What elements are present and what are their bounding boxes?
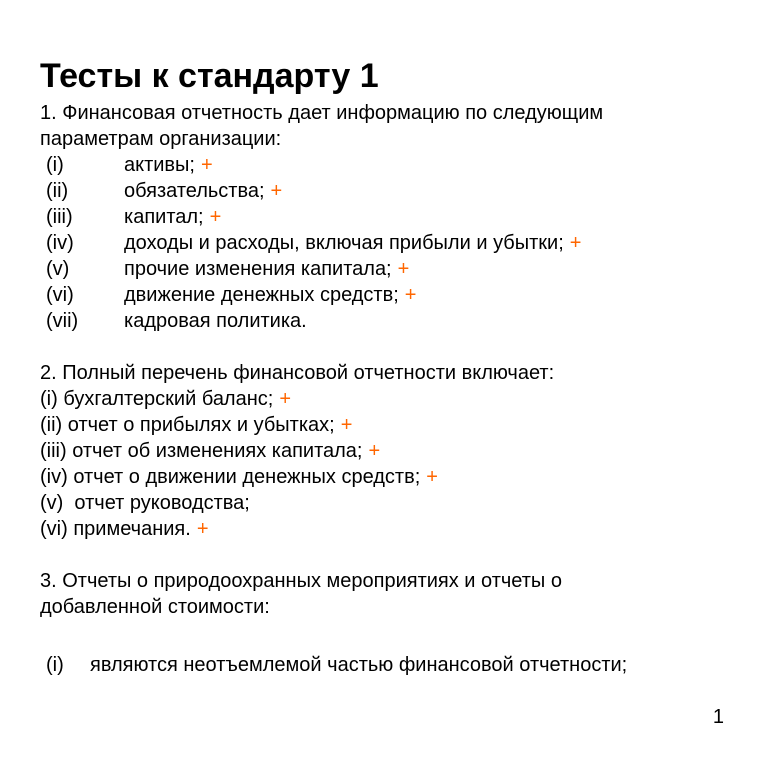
slide-title: Тесты к стандарту 1 bbox=[40, 57, 379, 95]
question-2-item bbox=[40, 412, 760, 438]
question-1-item bbox=[40, 308, 760, 334]
slide-body bbox=[40, 100, 760, 678]
question-2-item bbox=[40, 516, 760, 542]
question-3-item bbox=[40, 652, 760, 678]
item-text: обязательства; bbox=[124, 180, 265, 202]
question-2-item bbox=[40, 438, 760, 464]
correct-mark: + bbox=[209, 206, 222, 228]
question-1-line-2: параметрам организации: bbox=[40, 128, 282, 150]
page-number: 1 bbox=[712, 706, 724, 728]
correct-mark: + bbox=[270, 180, 283, 202]
item-text: прочие изменения капитала; bbox=[124, 258, 392, 280]
question-1-item bbox=[40, 256, 760, 282]
item-text: (vi) примечания. bbox=[40, 518, 191, 540]
item-text: (ii) отчет о прибылях и убытках; bbox=[40, 414, 335, 436]
question-3-line-1: 3. Отчеты о природоохранных мероприятиях и отчеты о bbox=[40, 570, 562, 592]
correct-mark: + bbox=[340, 414, 353, 436]
item-text: (i) бухгалтерский баланс; bbox=[40, 388, 274, 410]
correct-mark: + bbox=[279, 388, 292, 410]
item-text: (iv) отчет о движении денежных средств; bbox=[40, 466, 421, 488]
item-number: (ii) bbox=[46, 180, 69, 202]
item-number: (v) bbox=[46, 258, 70, 280]
item-text: движение денежных средств; bbox=[124, 284, 399, 306]
question-1-item bbox=[40, 152, 760, 178]
question-1-item bbox=[40, 178, 760, 204]
correct-mark: + bbox=[368, 440, 381, 462]
item-text: (v) отчет руководства; bbox=[40, 492, 250, 514]
question-1-line-1: 1. Финансовая отчетность дает информацию по следующим bbox=[40, 102, 604, 124]
item-number: (i) bbox=[46, 654, 64, 676]
correct-mark: + bbox=[569, 232, 582, 254]
item-number: (iv) bbox=[46, 232, 74, 254]
item-text: доходы и расходы, включая прибыли и убытки; bbox=[124, 232, 564, 254]
spacer bbox=[40, 334, 760, 360]
item-text: кадровая политика. bbox=[124, 310, 307, 332]
correct-mark: + bbox=[404, 284, 417, 306]
item-text: капитал; bbox=[124, 206, 204, 228]
question-2-line-1: 2. Полный перечень финансовой отчетности включает: bbox=[40, 362, 555, 384]
spacer bbox=[40, 620, 760, 652]
question-1-item bbox=[40, 282, 760, 308]
correct-mark: + bbox=[426, 466, 438, 488]
correct-mark: + bbox=[201, 154, 213, 176]
correct-mark: + bbox=[196, 518, 209, 540]
question-2-item bbox=[40, 490, 760, 516]
item-text: активы; bbox=[124, 154, 195, 176]
item-number: (i) bbox=[46, 154, 64, 176]
question-1-item bbox=[40, 204, 760, 230]
spacer bbox=[40, 542, 760, 568]
item-number: (vii) bbox=[46, 310, 79, 332]
question-2-item bbox=[40, 464, 760, 490]
question-2-item bbox=[40, 386, 760, 412]
question-1-item bbox=[40, 230, 760, 256]
question-3-line-2: добавленной стоимости: bbox=[40, 596, 270, 618]
correct-mark: + bbox=[397, 258, 410, 280]
item-number: (iii) bbox=[46, 206, 73, 228]
item-number: (vi) bbox=[46, 284, 74, 306]
item-text: (iii) отчет об изменениях капитала; bbox=[40, 440, 363, 462]
item-text: являются неотъемлемой частью финансовой отчетности; bbox=[90, 654, 628, 676]
